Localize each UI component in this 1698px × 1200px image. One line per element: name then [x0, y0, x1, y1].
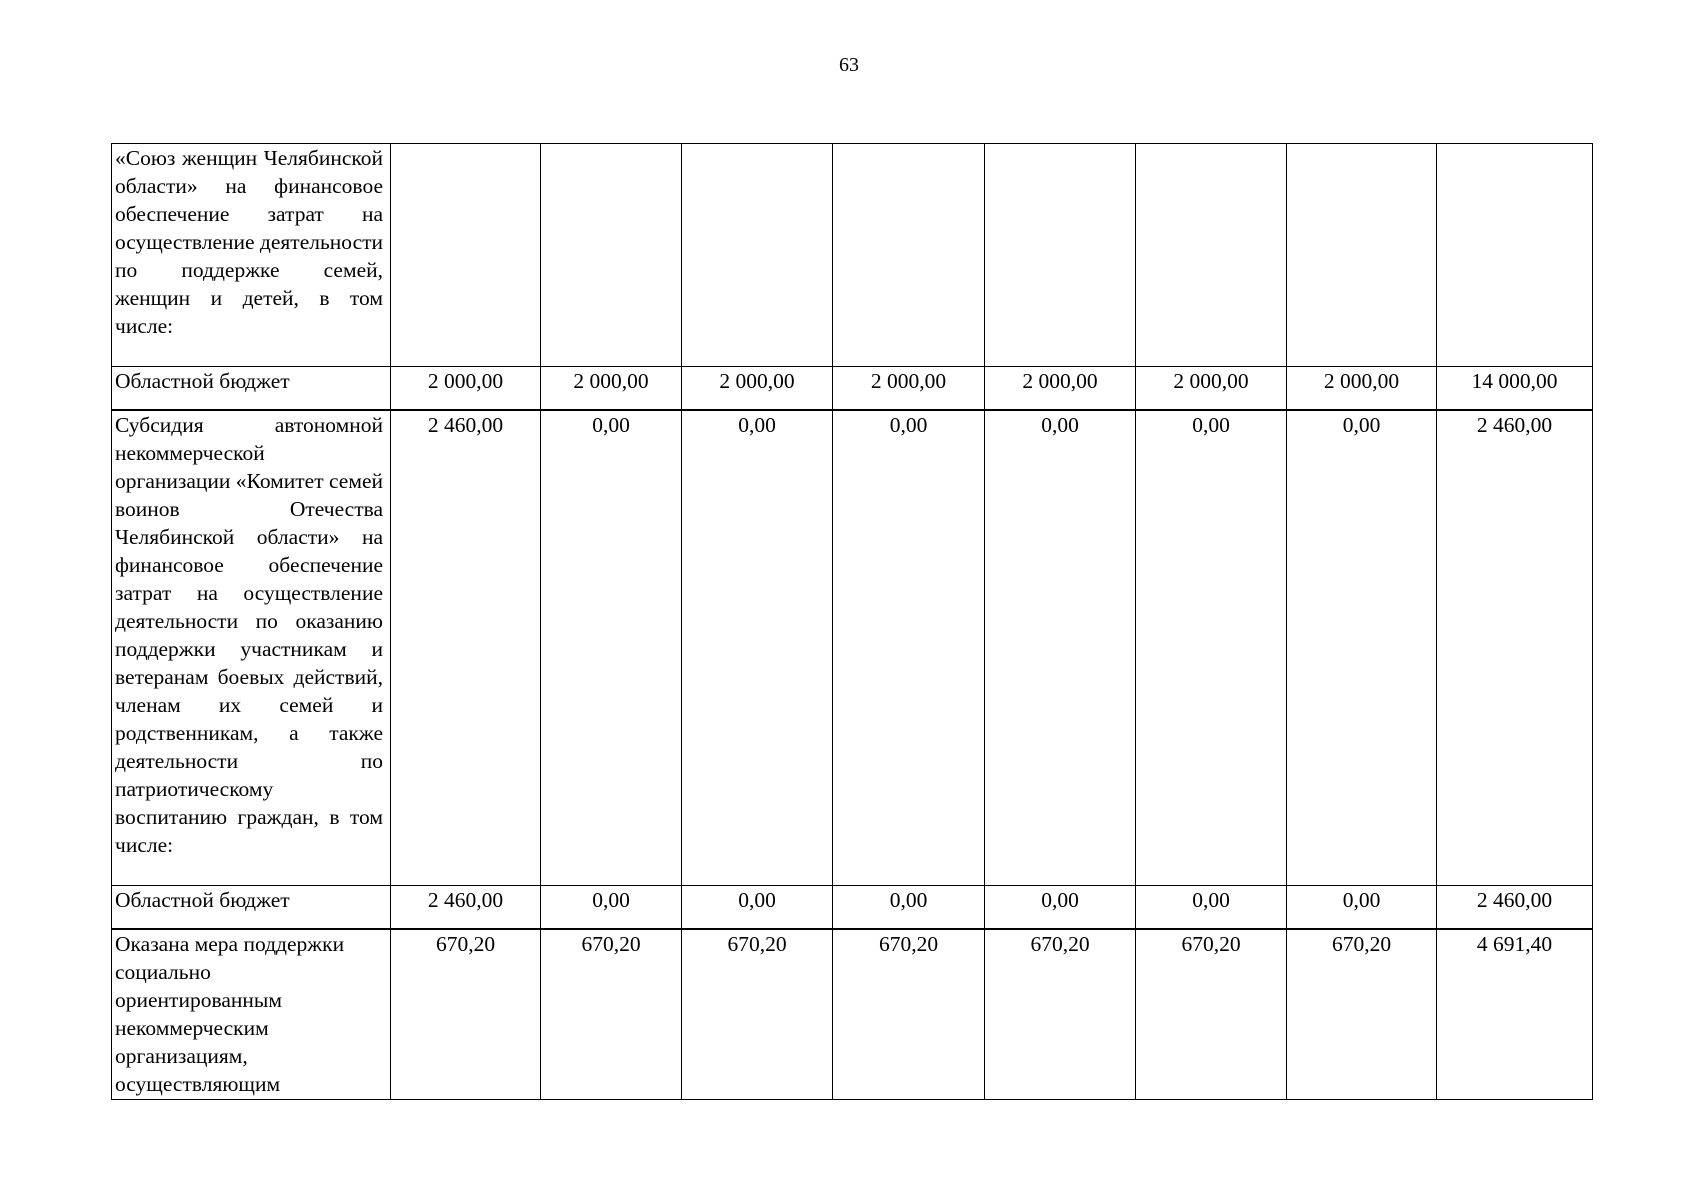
value-cell: [985, 144, 1136, 367]
value-cell: 0,00: [1136, 410, 1287, 886]
value-cell: 2 000,00: [1136, 367, 1287, 411]
table-row: [112, 886, 1593, 930]
total-cell: 14 000,00: [1437, 367, 1593, 411]
value-cell: 0,00: [541, 886, 682, 930]
row-label: Субсидия автономной некоммерческой организации «Комитет семей воинов Отечества Челябинской области» на финансовое обеспечение затрат на осуществление деятельности по оказанию поддержки участникам и ветеранам боевых действий, членам их семей и родственникам, а также деятельности по патриотическому воспитанию граждан, в том числе:: [112, 410, 391, 886]
value-cell: 670,20: [682, 929, 833, 1100]
value-cell: [1136, 144, 1287, 367]
value-cell: 2 460,00: [391, 410, 541, 886]
value-cell: 0,00: [1287, 410, 1437, 886]
table-row: [112, 410, 1593, 886]
value-cell: [682, 144, 833, 367]
page-number: 63: [839, 54, 859, 76]
value-cell: 0,00: [985, 410, 1136, 886]
value-cell: 0,00: [833, 410, 985, 886]
table-row: [112, 144, 1593, 367]
value-cell: 0,00: [1136, 886, 1287, 930]
value-cell: 2 000,00: [833, 367, 985, 411]
value-cell: 0,00: [833, 886, 985, 930]
row-label: Областной бюджет: [112, 886, 391, 930]
row-label: Оказана мера поддержки социально ориентированным некоммерческим организациям, осуществляющим: [112, 929, 391, 1100]
value-cell: 670,20: [541, 929, 682, 1100]
budget-table: [111, 143, 1593, 1100]
total-cell: 2 460,00: [1437, 886, 1593, 930]
table-row: [112, 367, 1593, 411]
value-cell: 0,00: [985, 886, 1136, 930]
value-cell: 670,20: [1287, 929, 1437, 1100]
value-cell: 670,20: [833, 929, 985, 1100]
value-cell: [833, 144, 985, 367]
value-cell: 0,00: [541, 410, 682, 886]
value-cell: [1287, 144, 1437, 367]
value-cell: 2 000,00: [682, 367, 833, 411]
value-cell: 0,00: [1287, 886, 1437, 930]
row-label: «Союз женщин Челябинской области» на финансовое обеспечение затрат на осуществление деятельности по поддержке семей, женщин и детей, в том числе:: [112, 144, 391, 367]
value-cell: [541, 144, 682, 367]
row-label: Областной бюджет: [112, 367, 391, 411]
value-cell: [391, 144, 541, 367]
value-cell: 0,00: [682, 886, 833, 930]
total-cell: 2 460,00: [1437, 410, 1593, 886]
total-cell: 4 691,40: [1437, 929, 1593, 1100]
total-cell: [1437, 144, 1593, 367]
value-cell: 2 000,00: [391, 367, 541, 411]
table-row: [112, 929, 1593, 1100]
value-cell: 0,00: [682, 410, 833, 886]
value-cell: 670,20: [391, 929, 541, 1100]
value-cell: 670,20: [1136, 929, 1287, 1100]
value-cell: 2 460,00: [391, 886, 541, 930]
value-cell: 2 000,00: [1287, 367, 1437, 411]
value-cell: 2 000,00: [541, 367, 682, 411]
value-cell: 670,20: [985, 929, 1136, 1100]
value-cell: 2 000,00: [985, 367, 1136, 411]
